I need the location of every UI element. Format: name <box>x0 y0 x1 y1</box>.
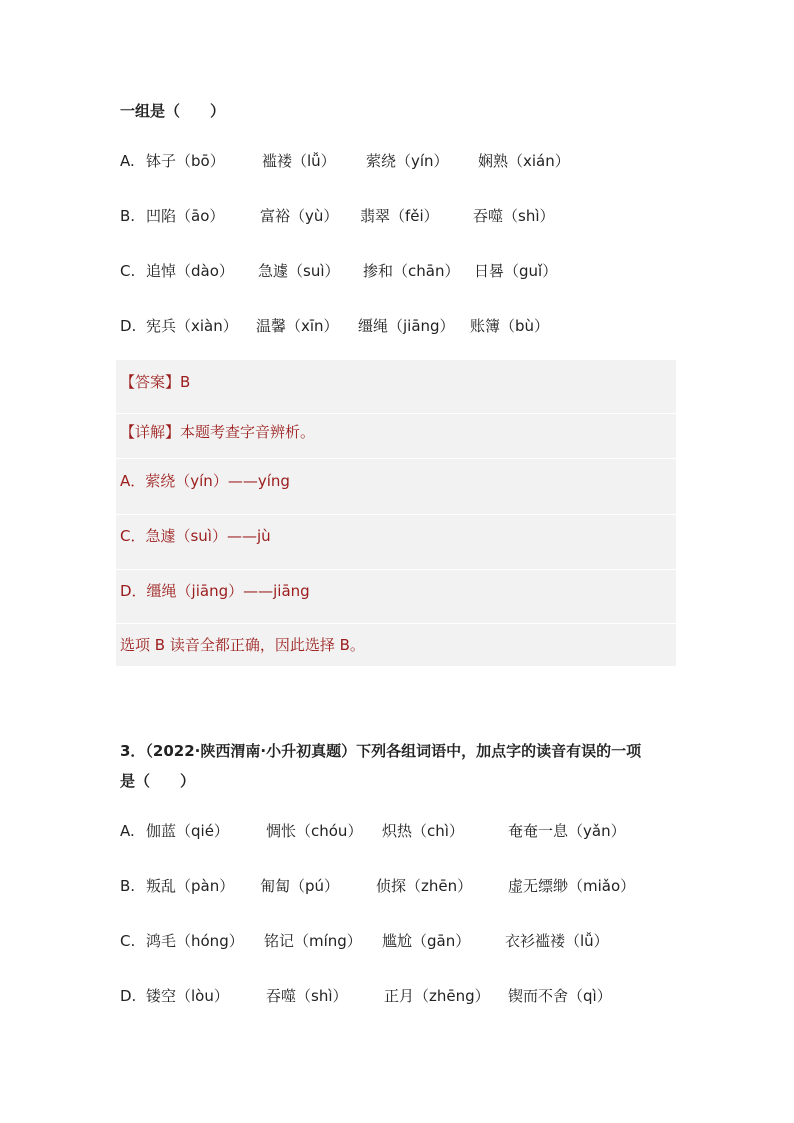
option-item: 叛乱（pàn） <box>146 877 235 895</box>
option-label: B. <box>120 207 136 225</box>
q3-stem-line2: 是（ ） <box>120 772 196 790</box>
option-item: 鸿毛（hóng） <box>146 932 244 950</box>
option-item: 追悼（dào） <box>146 262 234 280</box>
option-item: 富裕（yù） <box>260 207 339 225</box>
option-item: 匍匐（pú） <box>260 877 340 895</box>
row-divider <box>116 569 676 570</box>
answer-box <box>116 360 676 666</box>
option-label: C. <box>120 262 136 280</box>
option-item: 温馨（xīn） <box>256 317 339 335</box>
option-item: 掺和（chān） <box>363 262 460 280</box>
option-item: 吞噬（shì） <box>266 987 348 1005</box>
row-divider <box>116 413 676 414</box>
option-item: 虚无缥缈（miǎo） <box>508 877 636 895</box>
option-item: 宪兵（xiàn） <box>146 317 238 335</box>
option-label: C. <box>120 932 136 950</box>
option-item: 账簿（bù） <box>470 317 550 335</box>
option-label: A. <box>120 822 135 840</box>
option-item: 翡翠（fěi） <box>360 207 439 225</box>
option-label: A. <box>120 152 135 170</box>
option-item: 侦探（zhēn） <box>376 877 473 895</box>
option-item: 日晷（guǐ） <box>474 262 558 280</box>
answer-note-d: D．缰绳（jiāng）——jiāng <box>120 582 310 600</box>
option-item: 凹陷（āo） <box>146 207 225 225</box>
option-item: 吞噬（shì） <box>473 207 555 225</box>
option-item: 褴褛（lǚ） <box>262 152 336 170</box>
row-divider <box>116 623 676 624</box>
answer-conclusion: 选项 B 读音全都正确，因此选择 B。 <box>120 636 365 654</box>
option-item: 正月（zhēng） <box>384 987 490 1005</box>
answer-note-c: C．急遽（suì）——jù <box>120 527 271 545</box>
row-divider <box>116 514 676 515</box>
row-divider <box>116 458 676 459</box>
answer-note-a: A．萦绕（yín）——yíng <box>120 472 290 490</box>
option-item: 急遽（suì） <box>258 262 340 280</box>
q2-stem-tail: 一组是（ ） <box>120 102 226 120</box>
option-item: 伽蓝（qié） <box>146 822 229 840</box>
option-item: 镂空（lòu） <box>146 987 229 1005</box>
option-item: 奄奄一息（yǎn） <box>508 822 626 840</box>
option-label: B. <box>120 877 136 895</box>
detail-line-text: 【详解】本题考查字音辨析。 <box>120 423 316 441</box>
option-item: 锲而不舍（qì） <box>508 987 612 1005</box>
option-item: 衣衫褴褛（lǚ） <box>505 932 609 950</box>
option-label: D. <box>120 317 137 335</box>
detail-line <box>120 422 315 442</box>
q3-stem: 3．（2022·陕西渭南·小升初真题）下列各组词语中，加点字的读音有误的一项 <box>120 742 642 760</box>
option-item: 铭记（míng） <box>264 932 362 950</box>
answer-line: 【答案】B <box>120 373 191 391</box>
option-item: 缰绳（jiāng） <box>358 317 455 335</box>
option-label: D. <box>120 987 137 1005</box>
option-item: 萦绕（yín） <box>366 152 449 170</box>
option-item: 娴熟（xián） <box>478 152 570 170</box>
option-item: 钵子（bō） <box>146 152 225 170</box>
option-item: 炽热（chì） <box>382 822 464 840</box>
option-item: 惆怅（chóu） <box>266 822 363 840</box>
option-item: 尴尬（gān） <box>382 932 471 950</box>
